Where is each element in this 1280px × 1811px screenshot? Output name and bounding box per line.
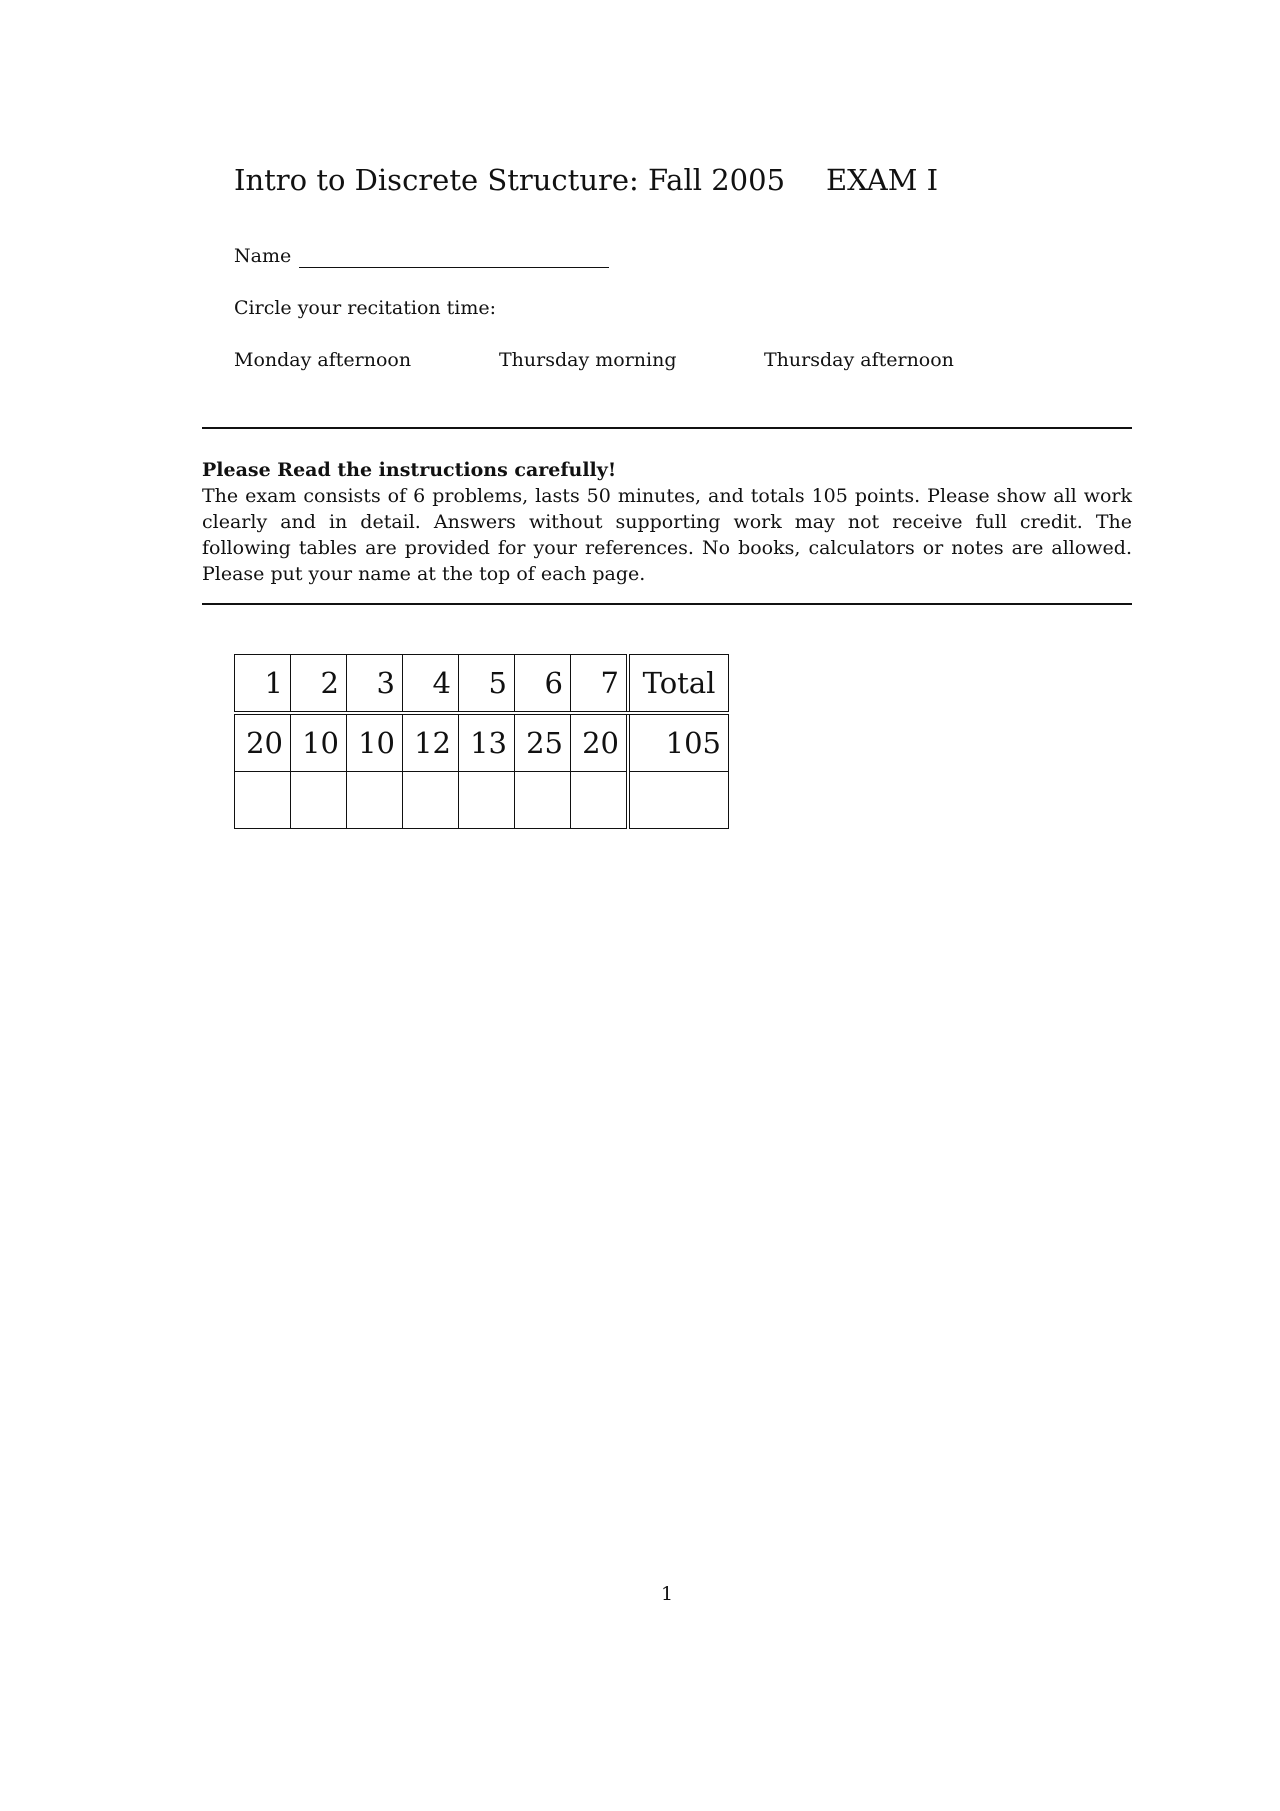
problem-number-cell: 3: [347, 655, 403, 714]
max-points-cell: 10: [347, 713, 403, 772]
instructions-heading: Please Read the instructions carefully!: [202, 459, 617, 481]
page-number: 1: [660, 1583, 674, 1605]
max-points-cell: 25: [515, 713, 571, 772]
score-table-score-row: [235, 772, 729, 829]
name-blank-line[interactable]: [299, 245, 609, 268]
name-row: [234, 244, 609, 268]
score-table-points-row: [235, 713, 729, 772]
total-points-cell: 105: [628, 713, 729, 772]
score-entry-cell[interactable]: [515, 772, 571, 829]
instructions-block: [202, 457, 1132, 587]
problem-number-cell: 2: [291, 655, 347, 714]
score-entry-cell[interactable]: [571, 772, 629, 829]
problem-number-cell: 5: [459, 655, 515, 714]
problem-number-cell: 1: [235, 655, 291, 714]
problem-number-cell: 4: [403, 655, 459, 714]
max-points-cell: 10: [291, 713, 347, 772]
recitation-option-thursday-morning[interactable]: Thursday morning: [499, 349, 677, 371]
score-entry-cell[interactable]: [291, 772, 347, 829]
max-points-cell: 20: [235, 713, 291, 772]
score-entry-cell[interactable]: [235, 772, 291, 829]
problem-number-cell: 6: [515, 655, 571, 714]
score-entry-cell[interactable]: [347, 772, 403, 829]
course-title: Intro to Discrete Structure: Fall 2005: [234, 163, 786, 197]
recitation-option-thursday-afternoon[interactable]: Thursday afternoon: [764, 349, 954, 371]
recitation-option-monday-afternoon[interactable]: Monday afternoon: [234, 349, 412, 371]
max-points-cell: 13: [459, 713, 515, 772]
instructions-top-rule: [202, 427, 1132, 429]
score-entry-cell[interactable]: [459, 772, 515, 829]
instructions-body: The exam consists of 6 problems, lasts 50 minutes, and totals 105 points. Please show all work clearly and in detail. Answers without supporting work may not receive full credit. The following tables are provided for your references. No books, calculators or notes are allowed. Please put your name at the top of each page.: [202, 485, 1132, 585]
recitation-prompt: Circle your recitation time:: [234, 297, 497, 319]
total-score-entry-cell[interactable]: [628, 772, 729, 829]
name-label: Name: [234, 245, 292, 267]
score-table: [234, 654, 729, 829]
total-header-cell: Total: [628, 655, 729, 714]
problem-number-cell: 7: [571, 655, 629, 714]
max-points-cell: 12: [403, 713, 459, 772]
score-table-header-row: [235, 655, 729, 714]
instructions-bottom-rule: [202, 603, 1132, 605]
score-entry-cell[interactable]: [403, 772, 459, 829]
exam-title: EXAM I: [826, 163, 939, 197]
max-points-cell: 20: [571, 713, 629, 772]
